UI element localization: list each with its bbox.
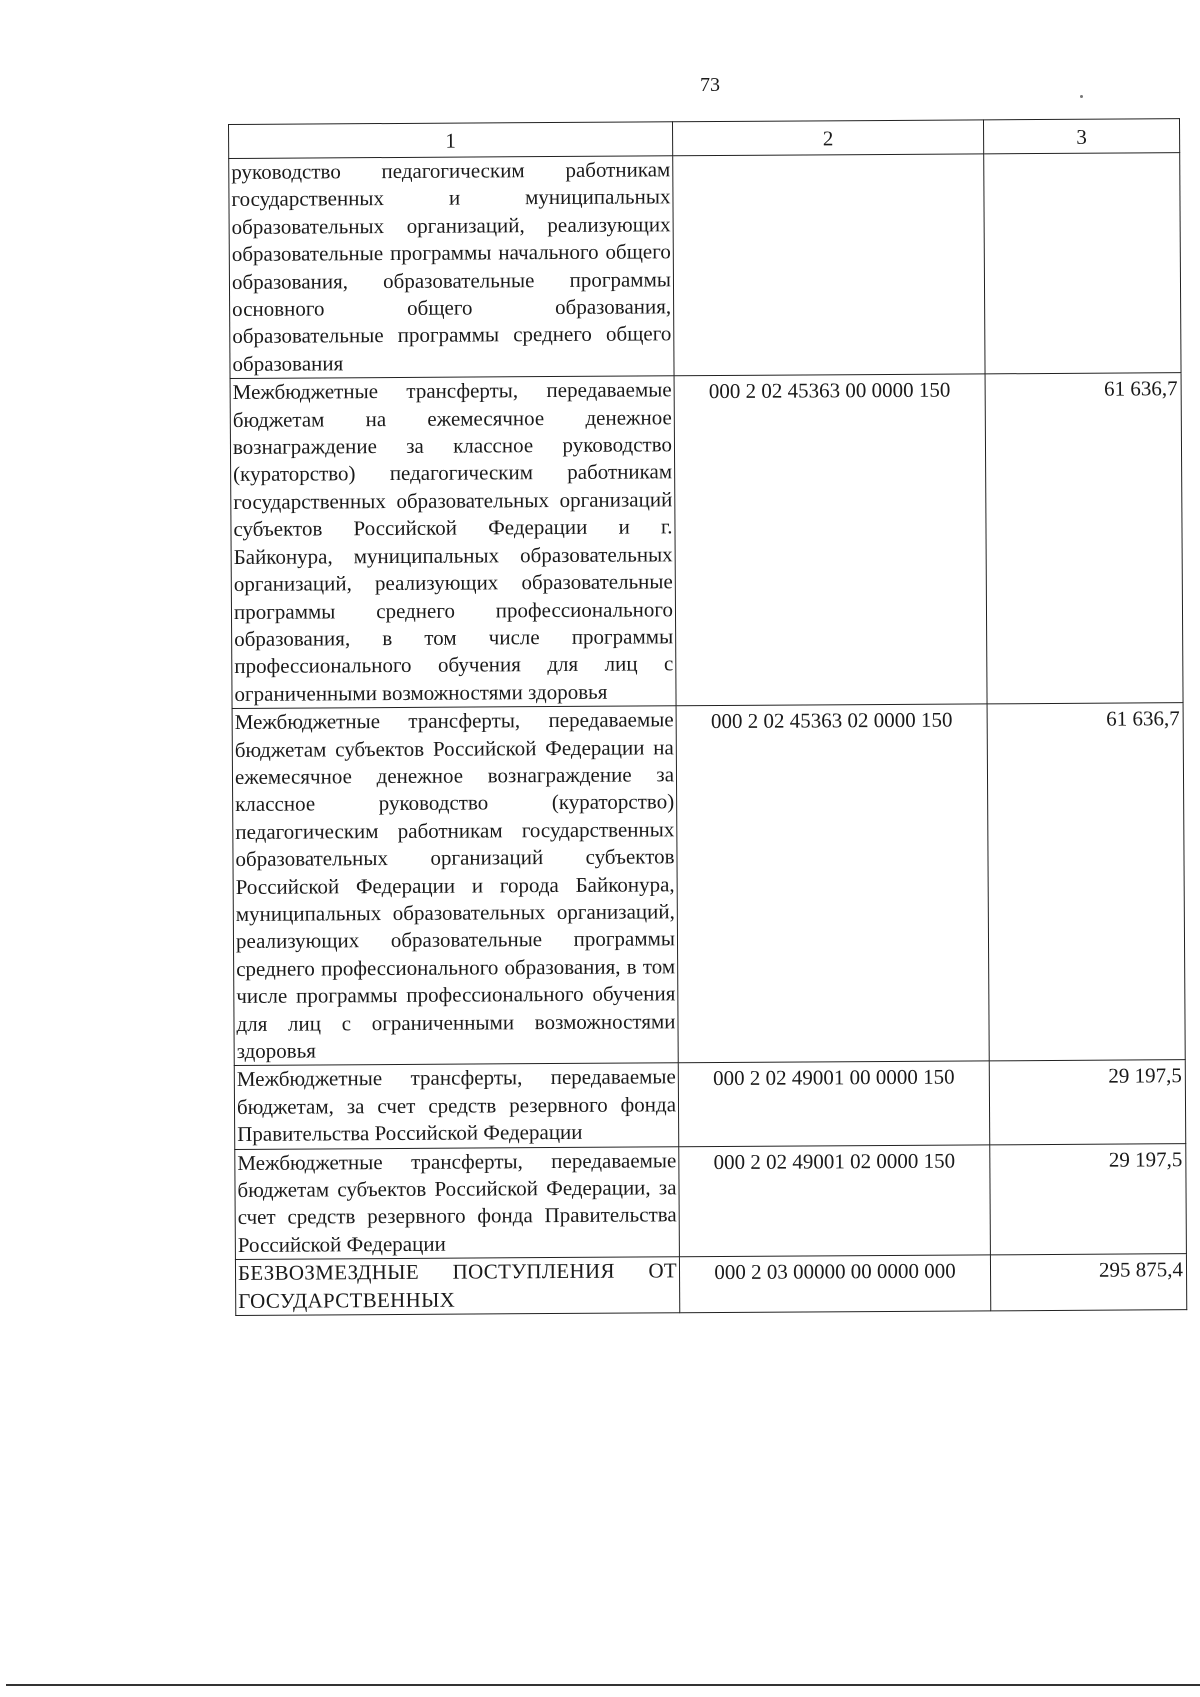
row-amount: 29 197,5 xyxy=(989,1060,1186,1144)
row-name: Межбюджетные трансферты, передаваемые бюджетам субъектов Российской Федерации, за счет средств резервного фонда Правительства Российской Федерации xyxy=(235,1146,680,1259)
page-bottom-rule xyxy=(6,1684,1200,1686)
row-code xyxy=(673,154,985,376)
column-header-3: 3 xyxy=(983,119,1179,154)
budget-revenue-table xyxy=(228,118,1187,1316)
row-name: Межбюджетные трансферты, передаваемые бюджетам на ежемесячное денежное вознаграждение за классное руководство (кураторство) педагогическим работникам государственных образовательных организаций субъектов Российской Федерации и г. Байконура, муниципальных образовательных организаций, реализующих образовательные программы среднего профессионального образования, в том числе программы профессионального обучения для лиц с ограниченными возможностями здоровья xyxy=(230,376,676,709)
table-row xyxy=(232,703,1185,1066)
table-row xyxy=(230,373,1183,709)
table-row xyxy=(234,1060,1185,1149)
table-header-row xyxy=(229,119,1180,159)
row-name: руководство педагогическим работникам государственных и муниципальных образовательных организаций, реализующих образовательные программы начального общего образования, образовательные программы основного общего образования, образовательные программы среднего общего образования xyxy=(229,156,674,379)
row-amount: 295 875,4 xyxy=(990,1254,1186,1311)
column-header-2: 2 xyxy=(672,120,983,156)
row-code: 000 2 02 49001 00 0000 150 xyxy=(678,1061,990,1146)
row-amount: 29 197,5 xyxy=(990,1143,1187,1255)
column-header-1: 1 xyxy=(229,122,673,159)
row-code: 000 2 02 45363 00 0000 150 xyxy=(674,374,987,706)
table-row xyxy=(235,1254,1186,1316)
page-number: 73 xyxy=(700,74,720,96)
row-name: БЕЗВОЗМЕЗДНЫЕ ПОСТУПЛЕНИЯ ОТ ГОСУДАРСТВЕННЫХ xyxy=(235,1257,679,1316)
table-row xyxy=(235,1143,1187,1259)
row-amount: 61 636,7 xyxy=(985,373,1183,704)
row-amount xyxy=(984,153,1181,374)
row-code: 000 2 03 00000 00 0000 000 xyxy=(679,1255,990,1313)
row-code: 000 2 02 45363 02 0000 150 xyxy=(676,704,989,1063)
row-name: Межбюджетные трансферты, передаваемые бюджетам, за счет средств резервного фонда Правительства Российской Федерации xyxy=(234,1063,679,1149)
table-row xyxy=(229,153,1181,379)
row-amount: 61 636,7 xyxy=(987,703,1185,1061)
row-code: 000 2 02 49001 02 0000 150 xyxy=(679,1144,991,1257)
scan-dot xyxy=(1080,95,1083,98)
row-name: Межбюджетные трансферты, передаваемые бюджетам субъектов Российской Федерации на ежемесячное денежное вознаграждение за классное руководство (кураторство) педагогическим работникам государственных образовательных организаций субъектов Российской Федерации и города Байконура, муниципальных образовательных организаций, реализующих образовательные программы среднего профессионального образования, в том числе программы профессионального обучения для лиц с ограниченными возможностями здоровья xyxy=(232,706,678,1066)
